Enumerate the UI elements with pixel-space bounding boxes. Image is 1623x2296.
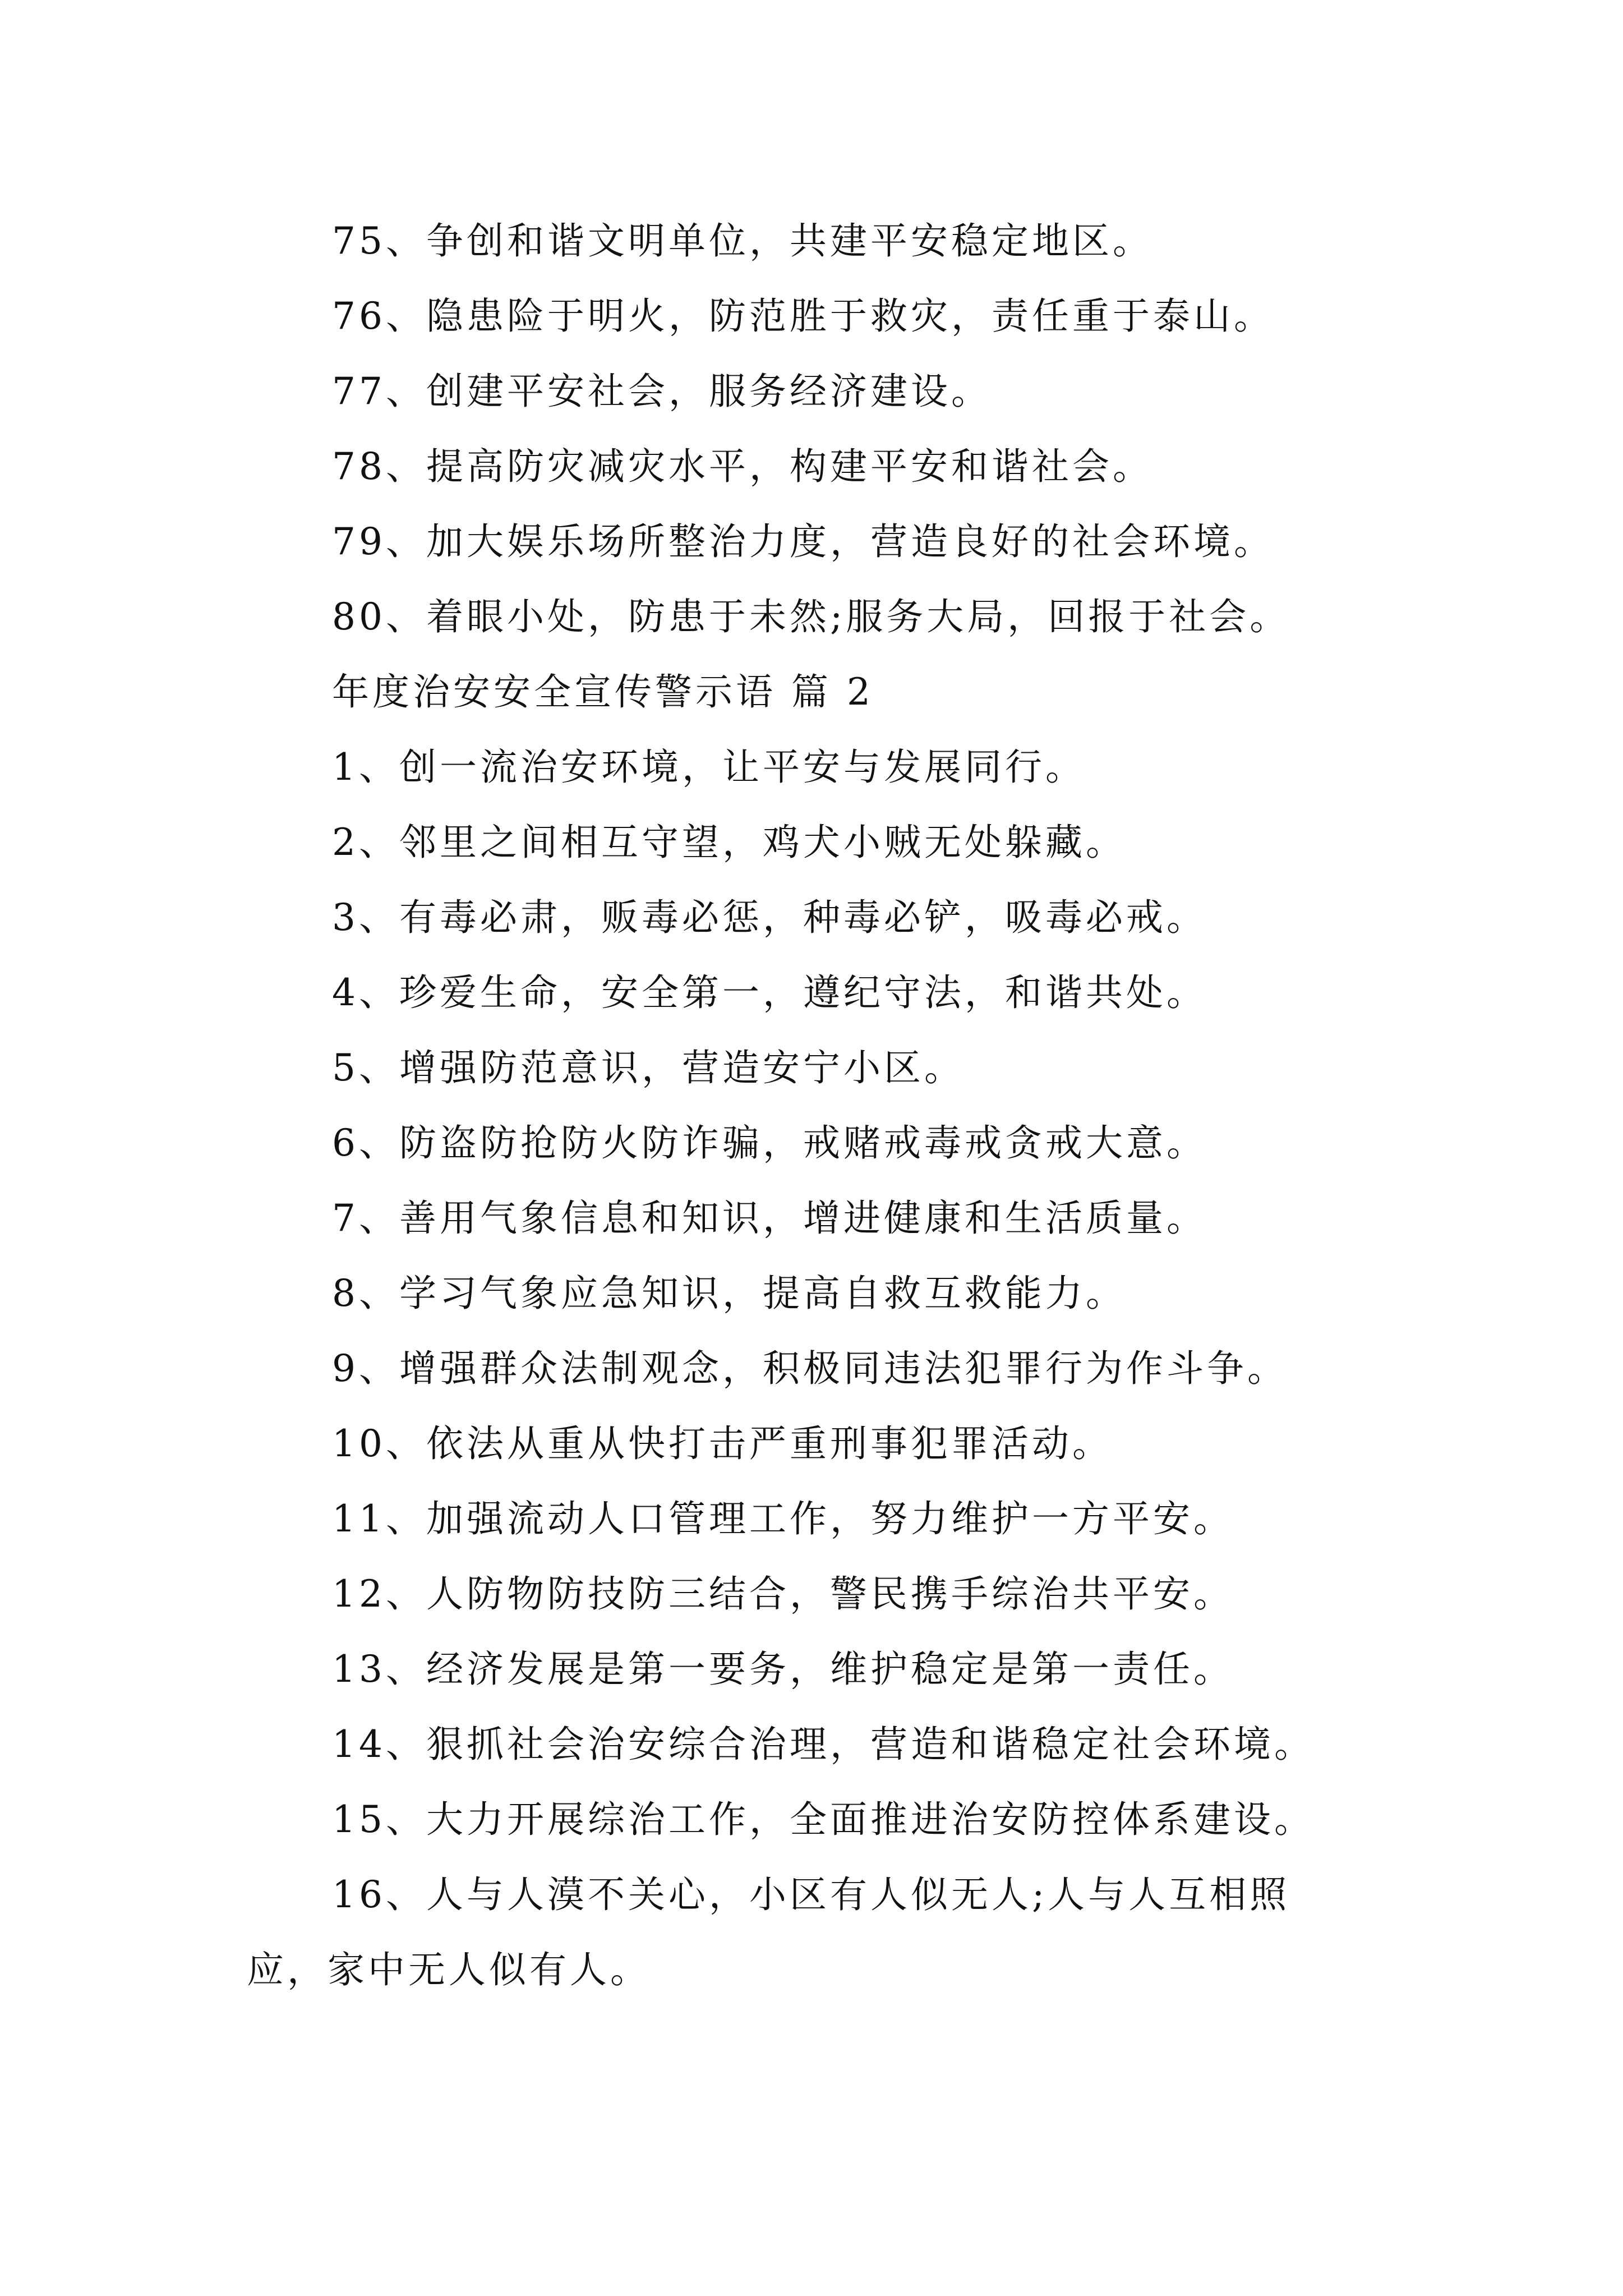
slogan-78: 78、提高防灾减灾水平，构建平安和谐社会。 <box>332 445 1153 488</box>
slogan-3: 3、有毒必肃，贩毒必惩，种毒必铲，吸毒必戒。 <box>332 896 1207 939</box>
slogan-1: 1、创一流治安环境，让平安与发展同行。 <box>332 746 1086 789</box>
slogan-11: 11、加强流动人口管理工作，努力维护一方平安。 <box>332 1497 1234 1540</box>
section-heading: 年度治安安全宣传警示语 篇 2 <box>332 670 874 714</box>
slogan-4: 4、珍爱生命，安全第一，遵纪守法，和谐共处。 <box>332 971 1207 1014</box>
slogan-2: 2、邻里之间相互守望，鸡犬小贼无处躲藏。 <box>332 821 1126 864</box>
slogan-5: 5、增强防范意识，营造安宁小区。 <box>332 1046 965 1089</box>
slogan-75: 75、争创和谐文明单位，共建平安稳定地区。 <box>332 219 1153 263</box>
slogan-16-line-1: 16、人与人漠不关心，小区有人似无人;人与人互相照 <box>332 1873 1290 1916</box>
slogan-14: 14、狠抓社会治安综合治理，营造和谐稳定社会环境。 <box>332 1723 1315 1766</box>
slogan-80: 80、着眼小处，防患于未然;服务大局，回报于社会。 <box>332 595 1290 638</box>
slogan-13: 13、经济发展是第一要务，维护稳定是第一责任。 <box>332 1648 1234 1691</box>
slogan-77: 77、创建平安社会，服务经济建设。 <box>332 370 992 413</box>
slogan-16-line-2: 应，家中无人似有人。 <box>247 1948 651 1991</box>
slogan-15: 15、大力开展综治工作，全面推进治安防控体系建设。 <box>332 1798 1315 1841</box>
slogan-7: 7、善用气象信息和知识，增进健康和生活质量。 <box>332 1197 1207 1240</box>
slogan-76: 76、隐患险于明火，防范胜于救灾，责任重于泰山。 <box>332 295 1274 338</box>
slogan-79: 79、加大娱乐场所整治力度，营造良好的社会环境。 <box>332 520 1274 563</box>
slogan-12: 12、人防物防技防三结合，警民携手综治共平安。 <box>332 1572 1234 1616</box>
slogan-9: 9、增强群众法制观念，积极同违法犯罪行为作斗争。 <box>332 1347 1288 1390</box>
slogan-8: 8、学习气象应急知识，提高自救互救能力。 <box>332 1272 1126 1315</box>
slogan-6: 6、防盗防抢防火防诈骗，戒赌戒毒戒贪戒大意。 <box>332 1121 1207 1165</box>
slogan-10: 10、依法从重从快打击严重刑事犯罪活动。 <box>332 1422 1113 1465</box>
